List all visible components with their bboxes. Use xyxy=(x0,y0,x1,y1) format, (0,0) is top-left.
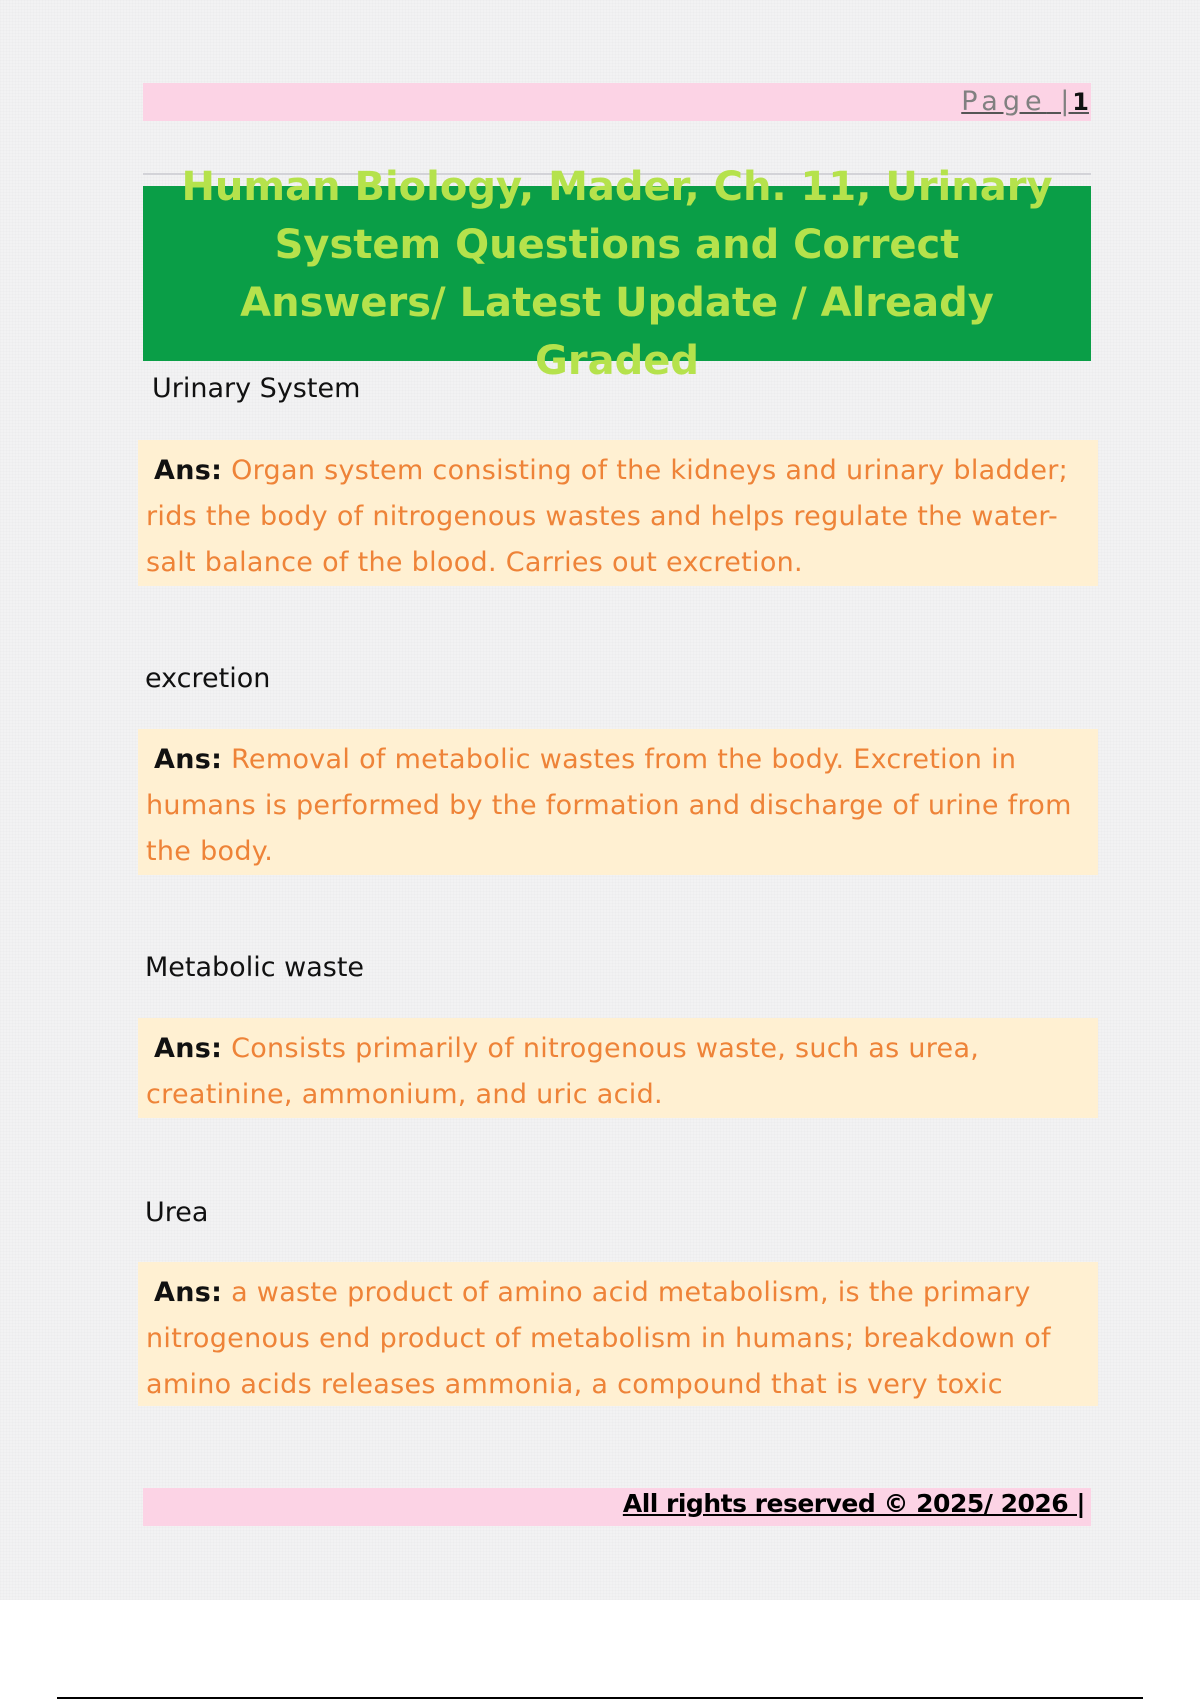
answer-label: Ans: xyxy=(154,1033,223,1064)
answer-body: Removal of metabolic wastes from the body. Excretion in humans is performed by the formation and discharge of urine from the body. xyxy=(146,744,1072,867)
answer-box xyxy=(138,440,1098,586)
answer-text xyxy=(146,1270,1090,1408)
page-label: Page xyxy=(961,86,1047,117)
answer-box xyxy=(138,729,1098,875)
answer-body: a waste product of amino acid metabolism, is the primary nitrogenous end product of metabolism in humans; breakdown of amino acids releases ammonia, a compound that is very toxic xyxy=(146,1277,1051,1400)
answer-body: Organ system consisting of the kidneys and urinary bladder; rids the body of nitrogenous wastes and helps regulate the water-salt balance of the blood. Carries out excretion. xyxy=(146,455,1069,578)
answer-box xyxy=(138,1018,1098,1118)
answer-label: Ans: xyxy=(154,744,223,775)
qa-term: excretion xyxy=(145,663,271,694)
document-title: Human Biology, Mader, Ch. 11, Urinary System Questions and Correct Answers/ Latest Update / Already Graded xyxy=(181,163,1053,384)
answer-box xyxy=(138,1262,1098,1406)
page-number: 1 xyxy=(1072,88,1089,116)
title-banner xyxy=(143,163,1091,384)
answer-body: Consists primarily of nitrogenous waste, such as urea, creatinine, ammonium, and uric acid. xyxy=(146,1033,980,1110)
qa-term: Urea xyxy=(145,1197,209,1228)
copyright-notice: All rights reserved © 2025/ 2026 | xyxy=(622,1489,1085,1518)
qa-term: Metabolic waste xyxy=(145,952,365,983)
page-header-bar xyxy=(143,83,1091,121)
answer-label: Ans: xyxy=(154,1277,223,1308)
page-footer-bar xyxy=(143,1488,1091,1526)
answer-label: Ans: xyxy=(154,455,223,486)
bottom-rule xyxy=(57,1697,1143,1699)
answer-text xyxy=(146,448,1090,586)
answer-text xyxy=(146,737,1090,875)
answer-text xyxy=(146,1026,1090,1118)
qa-term: Urinary System xyxy=(152,373,361,404)
page-indicator: Page |1 xyxy=(961,86,1089,117)
